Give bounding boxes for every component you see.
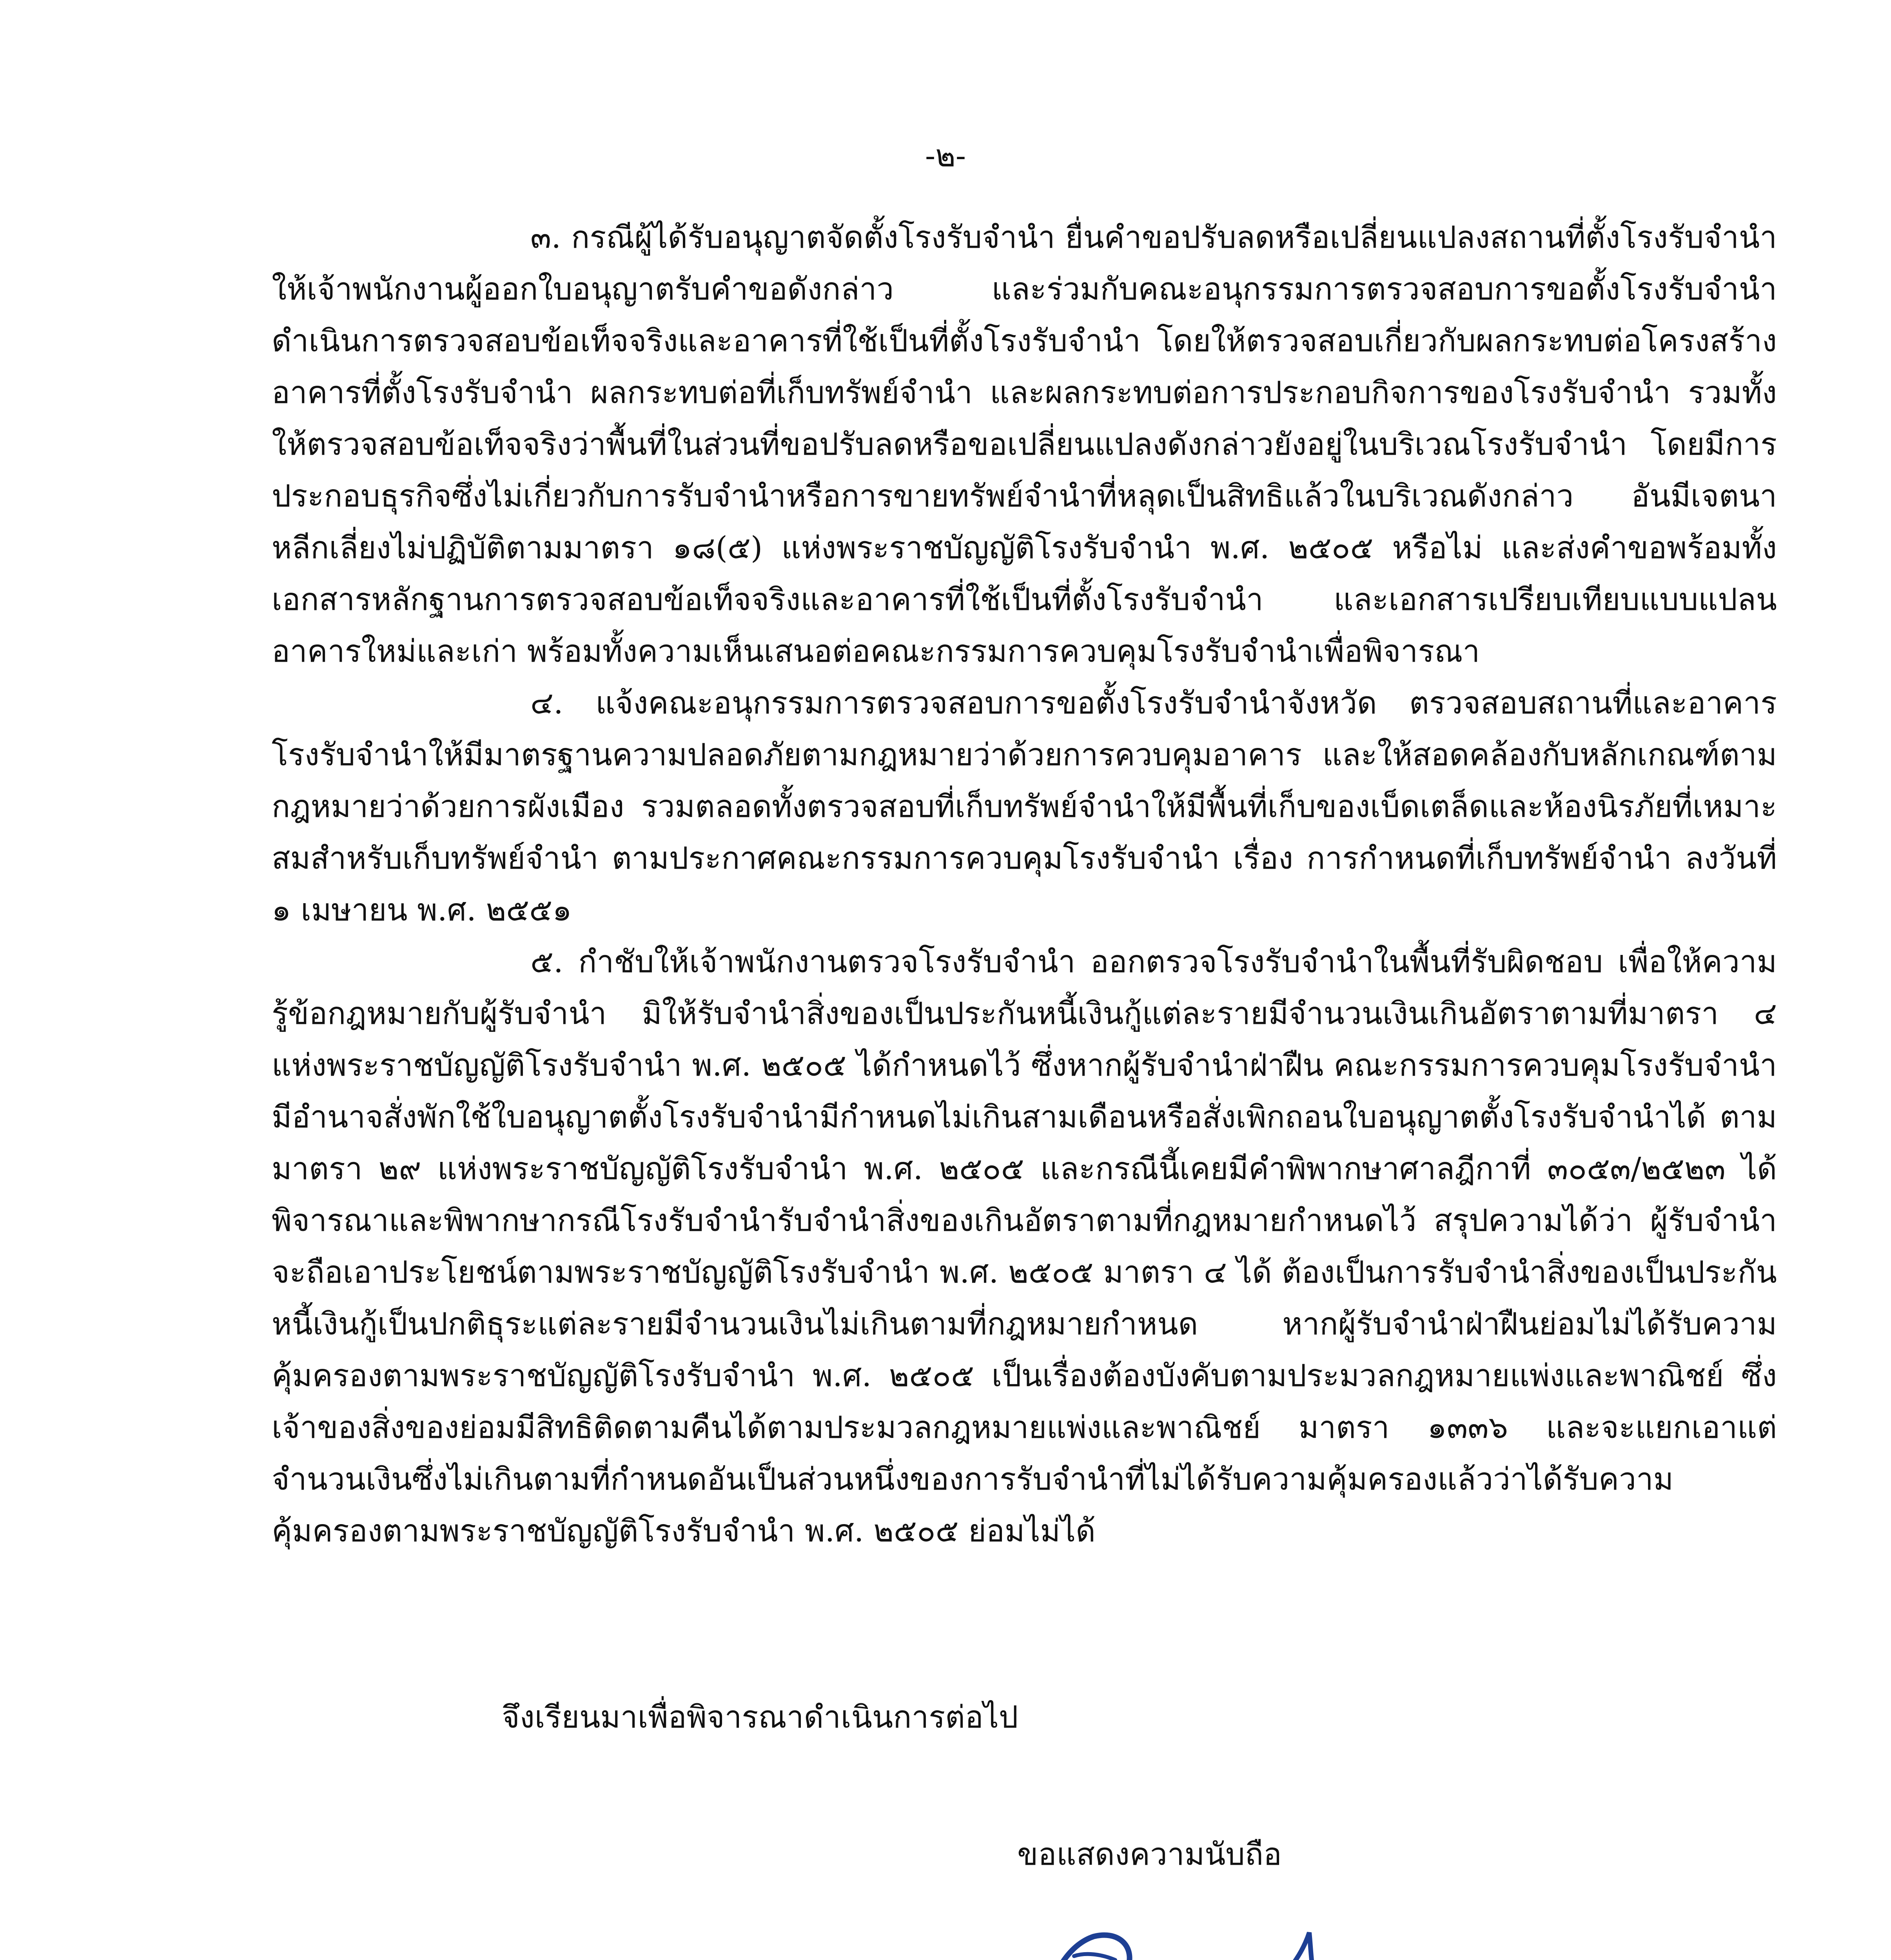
closing-sentence: จึงเรียนมาเพื่อพิจารณาดำเนินการต่อไป [502,1700,1018,1735]
handwritten-signature [1035,1909,1388,1960]
page-number: -๒- [925,138,966,174]
paragraph-item-3: ๓. กรณีผู้ได้รับอนุญาตจัดตั้งโรงรับจำนำ ยื่นคำขอปรับลดหรือเปลี่ยนแปลงสถานที่ตั้งโรงรับจำนำ ให้เจ้าพนักงานผู้ออกใบอนุญาตรับคำขอดังกล่าว และร่วมกับคณะอนุกรรมการตรวจสอบการขอตั้งโรงรับจำนำ ดำเนินการตรวจสอบข้อเท็จจริงและอาคารที่ใช้เป็นที่ตั้งโรงรับจำนำ โดยให้ตรวจสอบเกี่ยวกับผลกระทบต่อโครงสร้างอาคารที่ตั้งโรงรับจำนำ ผลกระทบต่อที่เก็บทรัพย์จำนำ และผลกระทบต่อการประกอบกิจการของโรงรับจำนำ รวมทั้งให้ตรวจสอบข้อเท็จจริงว่าพื้นที่ในส่วนที่ขอปรับลดหรือขอเปลี่ยนแปลงดังกล่าวยังอยู่ในบริเวณโรงรับจำนำ โดยมีการประกอบธุรกิจซึ่งไม่เกี่ยวกับการรับจำนำหรือการขายทรัพย์จำนำที่หลุดเป็นสิทธิแล้วในบริเวณดังกล่าว อันมีเจตนาหลีกเลี่ยงไม่ปฏิบัติตามมาตรา ๑๘(๕) แห่งพระราชบัญญัติโรงรับจำนำ พ.ศ. ๒๕๐๕ หรือไม่ และส่งคำขอพร้อมทั้งเอกสารหลักฐานการตรวจสอบข้อเท็จจริงและอาคารที่ใช้เป็นที่ตั้งโรงรับจำนำ และเอกสารเปรียบเทียบแบบแปลนอาคารใหม่และเก่า พร้อมทั้งความเห็นเสนอต่อคณะกรรมการควบคุมโรงรับจำนำเพื่อพิจารณา [272,220,1777,669]
paragraph-item-5: ๕. กำชับให้เจ้าพนักงานตรวจโรงรับจำนำ ออกตรวจโรงรับจำนำในพื้นที่รับผิดชอบ เพื่อให้ความรู้ข้อกฎหมายกับผู้รับจำนำ มิให้รับจำนำสิ่งของเป็นประกันหนี้เงินกู้แต่ละรายมีจำนวนเงินเกินอัตราตามที่มาตรา ๔ แห่งพระราชบัญญัติโรงรับจำนำ พ.ศ. ๒๕๐๕ ได้กำหนดไว้ ซึ่งหากผู้รับจำนำฝ่าฝืน คณะกรรมการควบคุมโรงรับจำนำมีอำนาจสั่งพักใช้ใบอนุญาตตั้งโรงรับจำนำมีกำหนดไม่เกินสามเดือนหรือสั่งเพิกถอนใบอนุญาตตั้งโรงรับจำนำได้ ตามมาตรา ๒๙ แห่งพระราชบัญญัติโรงรับจำนำ พ.ศ. ๒๕๐๕ และกรณีนี้เคยมีคำพิพากษาศาลฎีกาที่ ๓๐๕๓/๒๕๒๓ ได้พิจารณาและพิพากษากรณีโรงรับจำนำรับจำนำสิ่งของเกินอัตราตามที่กฎหมายกำหนดไว้ สรุปความได้ว่า ผู้รับจำนำจะถือเอาประโยชน์ตามพระราชบัญญัติโรงรับจำนำ พ.ศ. ๒๕๐๕ มาตรา ๔ ได้ ต้องเป็นการรับจำนำสิ่งของเป็นประกันหนี้เงินกู้เป็นปกติธุระแต่ละรายมีจำนวนเงินไม่เกินตามที่กฎหมายกำหนด หากผู้รับจำนำฝ่าฝืนย่อมไม่ได้รับความคุ้มครองตามพระราชบัญญัติโรงรับจำนำ พ.ศ. ๒๕๐๕ เป็นเรื่องต้องบังคับตามประมวลกฎหมายแพ่งและพาณิชย์ ซึ่งเจ้าของสิ่งของย่อมมีสิทธิติดตามคืนได้ตามประมวลกฎหมายแพ่งและพาณิชย์ มาตรา ๑๓๓๖ และจะแยกเอาแต่จำนวนเงินซึ่งไม่เกินตามที่กำหนดอันเป็นส่วนหนึ่งของการรับจำนำที่ไม่ได้รับความคุ้มครองแล้วว่าได้รับความคุ้มครองตามพระราชบัญญัติโรงรับจำนำ พ.ศ. ๒๕๐๕ ย่อมไม่ได้ [272,944,1777,1549]
document-body [272,212,1777,1557]
paragraph-item-4: ๔. แจ้งคณะอนุกรรมการตรวจสอบการขอตั้งโรงรับจำนำจังหวัด ตรวจสอบสถานที่และอาคารโรงรับจำนำให้มีมาตรฐานความปลอดภัยตามกฎหมายว่าด้วยการควบคุมอาคาร และให้สอดคล้องกับหลักเกณฑ์ตามกฎหมายว่าด้วยการผังเมือง รวมตลอดทั้งตรวจสอบที่เก็บทรัพย์จำนำให้มีพื้นที่เก็บของเบ็ดเตล็ดและห้องนิรภัยที่เหมาะสมสำหรับเก็บทรัพย์จำนำ ตามประกาศคณะกรรมการควบคุมโรงรับจำนำ เรื่อง การกำหนดที่เก็บทรัพย์จำนำ ลงวันที่ ๑ เมษายน พ.ศ. ๒๕๕๑ [272,686,1777,928]
regards-line: ขอแสดงความนับถือ [1017,1837,1282,1872]
